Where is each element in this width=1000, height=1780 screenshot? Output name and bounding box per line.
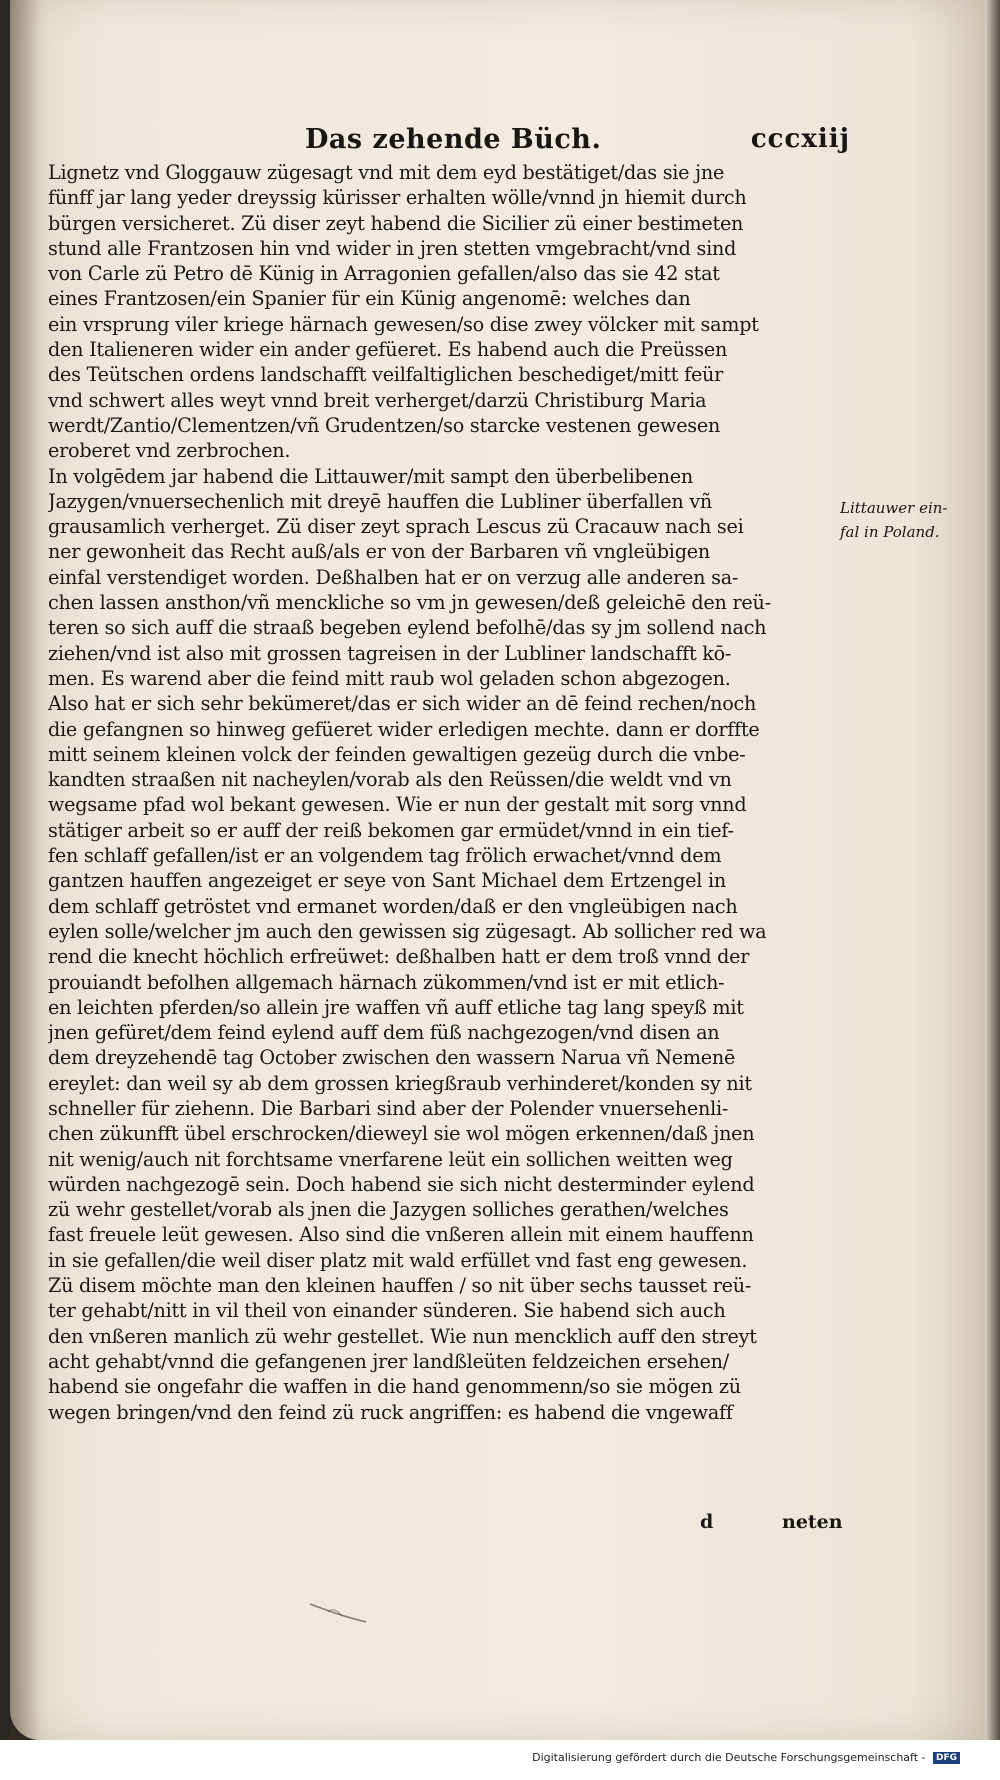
text-line: acht gehabt/vnnd die gefangenen jrer landßleüten feldzeichen ersehen/	[48, 1349, 729, 1373]
text-line: kandten straaßen nit nacheylen/vorab als den Reüssen/die weldt vnd vn	[48, 768, 732, 792]
text-line: gantzen hauffen angezeiget er seye von Sant Michael dem Ertzengel in	[48, 869, 727, 893]
text-line: fen schlaff gefallen/ist er an volgendem tag frölich erwachet/vnnd dem	[48, 844, 722, 868]
text-line: schneller für ziehenn. Die Barbari sind aber der Polender vnuersehenli-	[48, 1096, 729, 1120]
text-line: fast freuele leüt gewesen. Also sind die vnßeren allein mit einem hauffenn	[48, 1223, 754, 1247]
text-line: werdt/Zantio/Clementzen/vñ Grudentzen/so starcke vestenen gewesen	[48, 413, 721, 437]
text-line: wegen bringen/vnd den feind zü ruck angriffen: es habend die vngewaff	[48, 1400, 733, 1424]
dfg-logo: DFG	[933, 1752, 960, 1764]
catchword: neten	[782, 1511, 843, 1533]
running-head	[60, 122, 850, 162]
text-line: die gefangnen so hinweg gefüeret wider erledigen mechte. dann er dorffte	[48, 717, 760, 741]
text-line: stund alle Frantzosen hin vnd wider in jren stetten vmgebracht/vnd sind	[48, 236, 737, 260]
gutter-shadow	[10, 0, 40, 1740]
text-line: men. Es warend aber die feind mitt raub wol geladen schon abgezogen.	[48, 666, 731, 690]
text-line: stätiger arbeit so er auff der reiß bekomen gar ermüdet/vnnd in ein tief-	[48, 818, 734, 842]
marginal-note-line: fal in Poland.	[840, 523, 940, 541]
text-line: fünff jar lang yeder dreyssig kürisser erhalten wölle/vnnd jn hiemit durch	[48, 186, 747, 210]
text-line: bürgen versicheret. Zü diser zeyt habend die Sicilier zü einer bestimeten	[48, 211, 744, 235]
text-line: Lignetz vnd Gloggauw zügesagt vnd mit dem eyd bestätiget/das sie jne	[48, 161, 725, 184]
text-line: einfal verstendiget worden. Deßhalben hat er on verzug alle anderen sa-	[48, 565, 739, 589]
text-line: en leichten pferden/so allein jre waffen vñ auff etliche tag lang speyß mit	[48, 995, 744, 1019]
text-line: dem dreyzehendē tag October zwischen den wassern Narua vñ Nemenē	[48, 1046, 736, 1070]
text-line: ter gehabt/nitt in vil theil von einander sünderen. Sie habend sich auch	[48, 1299, 726, 1323]
text-line: wegsame pfad wol bekant gewesen. Wie er nun der gestalt mit sorg vnnd	[48, 793, 747, 817]
text-line: den vnßeren manlich zü wehr gestellet. Wie nun mencklich auff den streyt	[48, 1324, 757, 1348]
text-line: von Carle zü Petro dē Künig in Arragonien gefallen/also das sie 42 stat	[48, 262, 720, 286]
text-line: Jazygen/vnuersechenlich mit dreyē hauffen die Lubliner überfallen vñ	[48, 489, 713, 513]
running-title: Das zehende Büch.	[305, 124, 602, 155]
text-line: mitt seinem kleinen volck der feinden gewaltigen gezeüg durch die vnbe-	[48, 742, 746, 766]
text-line: chen lassen ansthon/vñ menckliche so vm jn gewesen/deß geleichē den reü-	[48, 591, 771, 615]
footer-credit-text: Digitalisierung gefördert durch die Deutsche Forschungsgemeinschaft -	[532, 1751, 926, 1764]
text-line: in sie gefallen/die weil diser platz mit wald erfüllet vnd fast eng gewesen.	[48, 1248, 748, 1272]
text-line: grausamlich verherget. Zü diser zeyt sprach Lescus zü Cracauw nach sei	[48, 515, 744, 539]
signature-mark: d	[700, 1511, 714, 1533]
body-text-block	[48, 160, 838, 1425]
digitization-footer	[0, 1740, 1000, 1780]
text-line: eroberet vnd zerbrochen.	[48, 439, 291, 463]
text-line: eylen solle/welcher jm auch den gewissen sig zügesagt. Ab sollicher red wa	[48, 919, 767, 943]
marginal-note	[840, 496, 960, 544]
text-line: würden nachgezogē sein. Doch habend sie sich nicht desterminder eylend	[48, 1172, 755, 1196]
folio-number: cccxiij	[750, 124, 850, 154]
text-line: ner gewonheit das Recht auß/als er von der Barbaren vñ vngleübigen	[48, 540, 710, 564]
text-line: prouiandt befolhen allgemach härnach zükommen/vnd ist er mit etlich-	[48, 970, 725, 994]
text-line: rend die knecht höchlich erfreüwet: deßhalben hatt er dem troß vnnd der	[48, 945, 750, 969]
text-line: des Teütschen ordens landschafft veilfaltiglichen beschediget/mitt feür	[48, 363, 724, 387]
text-line: Also hat er sich sehr bekümeret/das er sich wider an dē feind rechen/noch	[48, 692, 757, 716]
text-line: nit wenig/auch nit forchtsame vnerfarene leüt ein sollichen weitten weg	[48, 1147, 733, 1171]
marginal-note-line: Littauwer ein-	[840, 499, 948, 517]
footer-credit	[532, 1751, 960, 1764]
text-line: teren so sich auff die straaß begeben eylend befolhē/das sy jm sollend nach	[48, 616, 767, 640]
text-line: Zü disem möchte man den kleinen hauffen / so nit über sechs tausset reü-	[48, 1274, 752, 1298]
text-line: habend sie ongefahr die waffen in die hand genommenn/so sie mögen zü	[48, 1375, 741, 1399]
text-line: ereylet: dan weil sy ab dem grossen kriegßraub verhinderet/konden sy nit	[48, 1071, 752, 1095]
text-line: In volgēdem jar habend die Littauwer/mit sampt den überbelibenen	[48, 464, 693, 488]
text-line: ziehen/vnd ist also mit grossen tagreisen in der Lubliner landschafft kō-	[48, 641, 732, 665]
text-line: chen zükunfft übel erschrocken/dieweyl sie wol mögen erkennen/daß jnen	[48, 1122, 755, 1146]
text-line: vnd schwert alles weyt vnnd breit verherget/darzü Christiburg Maria	[48, 388, 707, 412]
text-line: eines Frantzosen/ein Spanier für ein Künig angenomē: welches dan	[48, 287, 691, 311]
text-line: den Italieneren wider ein ander gefüeret. Es habend auch die Preüssen	[48, 338, 728, 362]
text-line: jnen gefüret/dem feind eylend auff dem füß nachgezogen/vnd disen an	[48, 1021, 720, 1045]
page-edge	[985, 0, 1000, 1780]
text-line: dem schlaff getröstet vnd ermanet worden/daß er den vngleübigen nach	[48, 894, 738, 918]
ink-smudge	[308, 1600, 368, 1626]
text-line: zü wehr gestellet/vorab als jnen die Jazygen solliches gerathen/welches	[48, 1198, 729, 1222]
text-line: ein vrsprung viler kriege härnach gewesen/so dise zwey völcker mit sampt	[48, 312, 759, 336]
